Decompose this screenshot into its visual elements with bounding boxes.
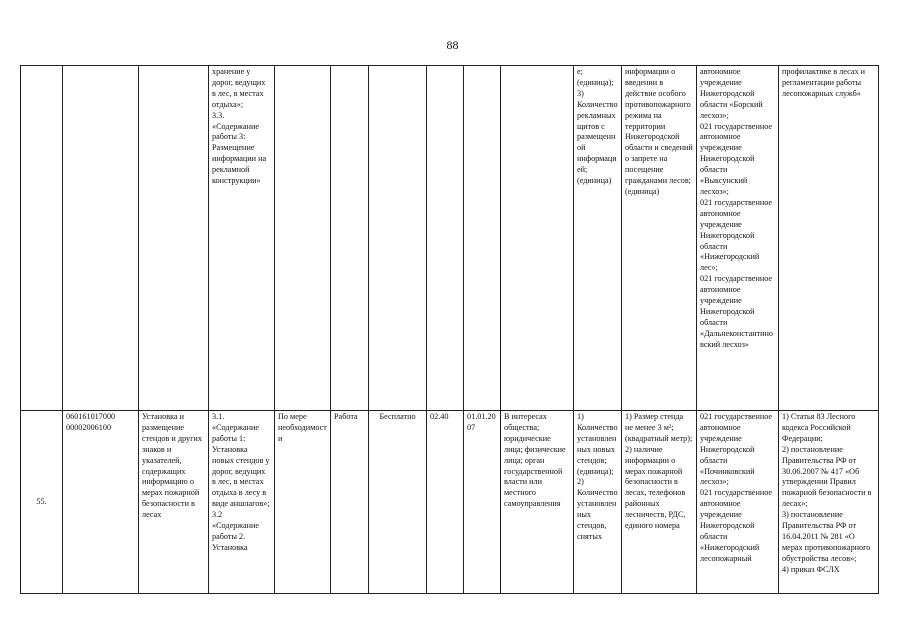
periodicity-cell: По мере необходимости xyxy=(275,411,331,594)
service-name-cell xyxy=(139,66,209,411)
okved-cell: 02.40 xyxy=(427,411,464,594)
institutions-cell: 021 государственное автономное учреждение Нижегородской области «Починковский лесхоз»; 021 государственное автономное учреждение Нижегородской области «Нижегородский лесопожарный xyxy=(697,411,779,594)
institutions-cell: автономное учреждение Нижегородской области «Борский лесхоз»; 021 государственное автономное учреждение Нижегородской области «Выксунский лесхоз»; 021 государственное автономное учреждение Нижегородской области «Нижегородский лес»; 021 государственное автономное учреждение Нижегородской области «Дальнеконстантиновский лесхоз» xyxy=(697,66,779,411)
type-cell xyxy=(331,66,369,411)
row-number-cell: 55. xyxy=(21,411,63,594)
service-name-cell: Установка и размещение стендов и других знаков и указателей, содержащих информацию о мерах пожарной безопасности в лесах xyxy=(139,411,209,594)
services-register-table xyxy=(20,65,879,594)
quality-indicators-cell: 1) Размер стенда не менее 3 м²; (квадратный метр); 2) наличие информации о мерах пожарной безопасности в лесах, телефонов районных лесничеств, РДС, единого номера xyxy=(622,411,697,594)
volume-indicators-cell: 1) Количество установленных новых стендов; (единица); 2) Количество установленных стендов, снятых xyxy=(574,411,622,594)
date-cell: 01.01.2007 xyxy=(464,411,501,594)
periodicity-cell xyxy=(275,66,331,411)
type-cell: Работа xyxy=(331,411,369,594)
legal-acts-cell: профилактике в лесах и регламентации работы лесопожарных служб» xyxy=(779,66,879,411)
page-number: 88 xyxy=(446,38,459,52)
work-content-cell: 3.1. «Содержание работы 1: Установка новых стендов у дорог, ведущих в лес, в местах отдыха в лесу в виде аншлагов»; 3.2 «Содержание работы 2. Установка xyxy=(209,411,275,594)
date-cell xyxy=(464,66,501,411)
price-cell: Бесплатно xyxy=(369,411,427,594)
consumers-cell: В интересах общества; юридические лица; физические лица; орган государственной власти или местного самоуправления xyxy=(501,411,574,594)
registry-code-cell xyxy=(63,66,139,411)
table-row xyxy=(21,66,879,411)
consumers-cell xyxy=(501,66,574,411)
registry-code-cell: 060161017000 00002006100 xyxy=(63,411,139,594)
volume-indicators-cell: е; (единица); 3) Количество рекламных щитов с размещенной информацией; (единица) xyxy=(574,66,622,411)
row-number-cell xyxy=(21,66,63,411)
price-cell xyxy=(369,66,427,411)
okved-cell xyxy=(427,66,464,411)
quality-indicators-cell: информации о введении в действие особого противопожарного режима на территории Нижегородской области и сведений о запрете на посещение гражданами лесов; (единица) xyxy=(622,66,697,411)
legal-acts-cell: 1) Статья 83 Лесного кодекса Российской Федерации; 2) постановление Правительства РФ от 30.06.2007 № 417 «Об утверждении Правил пожарной безопасности в лесах»; 3) постановление Правительства РФ от 16.04.2011 № 281 «О мерах противопожарного обустройства лесов»; 4) приказ ФСЛХ xyxy=(779,411,879,594)
work-content-cell: хранение у дорог, ведущих в лес, в местах отдыха»; 3.3. «Содержание работы 3: Размещение информации на рекламной конструкции» xyxy=(209,66,275,411)
table-row xyxy=(21,411,879,594)
